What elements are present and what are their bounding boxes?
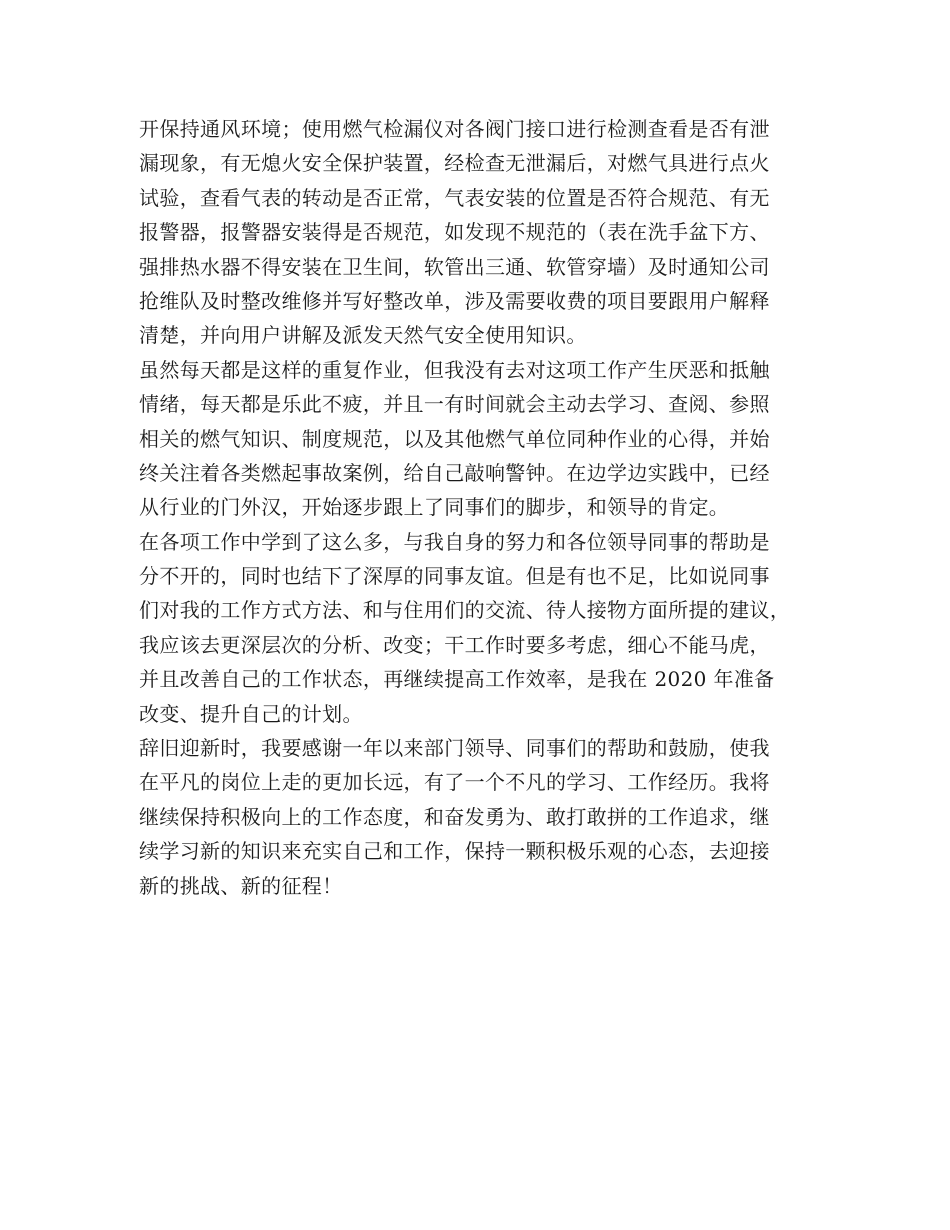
- text-line: 改变、提升自己的计划。: [139, 701, 363, 726]
- document-body: [139, 112, 819, 903]
- text-line: 漏现象，有无熄火安全保护装置，经检查无泄漏后，对燃气具进行点火: [139, 151, 770, 176]
- text-line: 相关的燃气知识、制度规范，以及其他燃气单位同种作业的心得，并始: [139, 426, 770, 451]
- text-line: 新的挑战、新的征程！: [139, 873, 343, 898]
- text-line: 情绪，每天都是乐此不疲，并且一有时间就会主动去学习、查阅、参照: [139, 392, 770, 417]
- text-line: 开保持通风环境；使用燃气检漏仪对各阀门接口进行检测查看是否有泄: [139, 117, 770, 141]
- text-line: 在平凡的岗位上走的更加长远，有了一个不凡的学习、工作经历。我将: [139, 770, 770, 795]
- text-line: 强排热水器不得安装在卫生间，软管出三通、软管穿墙）及时通知公司: [139, 254, 770, 279]
- text-line: 虽然每天都是这样的重复作业，但我没有去对这项工作产生厌恶和抵触: [139, 357, 770, 382]
- text-line: 们对我的工作方式方法、和与住用们的交流、待人接物方面所提的建议，: [139, 598, 791, 623]
- text-line: 继续保持积极向上的工作态度，和奋发勇为、敢打敢拼的工作追求，继: [139, 804, 770, 829]
- text-line: 试验，查看气表的转动是否正常，气表安装的位置是否符合规范、有无: [139, 185, 770, 210]
- text-line: 从行业的门外汉，开始逐步跟上了同事们的脚步，和领导的肯定。: [139, 495, 730, 520]
- text-line: 清楚，并向用户讲解及派发天然气安全使用知识。: [139, 323, 587, 348]
- text-line: 我应该去更深层次的分析、改变；干工作时要多考虑，细心不能马虎，: [139, 632, 770, 657]
- text-line: 并且改善自己的工作状态，再继续提高工作效率，是我在 2020 年准备: [139, 667, 775, 692]
- text-line: 分不开的，同时也结下了深厚的同事友谊。但是有也不足，比如说同事: [139, 564, 770, 589]
- text-line: 续学习新的知识来充实自己和工作，保持一颗积极乐观的心态，去迎接: [139, 839, 770, 864]
- text-line: 辞旧迎新时，我要感谢一年以来部门领导、同事们的帮助和鼓励，使我: [139, 736, 770, 761]
- text-line: 抢维队及时整改维修并写好整改单，涉及需要收费的项目要跟用户解释: [139, 288, 770, 313]
- text-line: 报警器，报警器安装得是否规范，如发现不规范的（表在洗手盆下方、: [139, 220, 770, 245]
- text-line: 在各项工作中学到了这么多，与我自身的努力和各位领导同事的帮助是: [139, 529, 770, 554]
- text-line: 终关注着各类燃起事故案例，给自己敲响警钟。在边学边实践中，已经: [139, 460, 770, 485]
